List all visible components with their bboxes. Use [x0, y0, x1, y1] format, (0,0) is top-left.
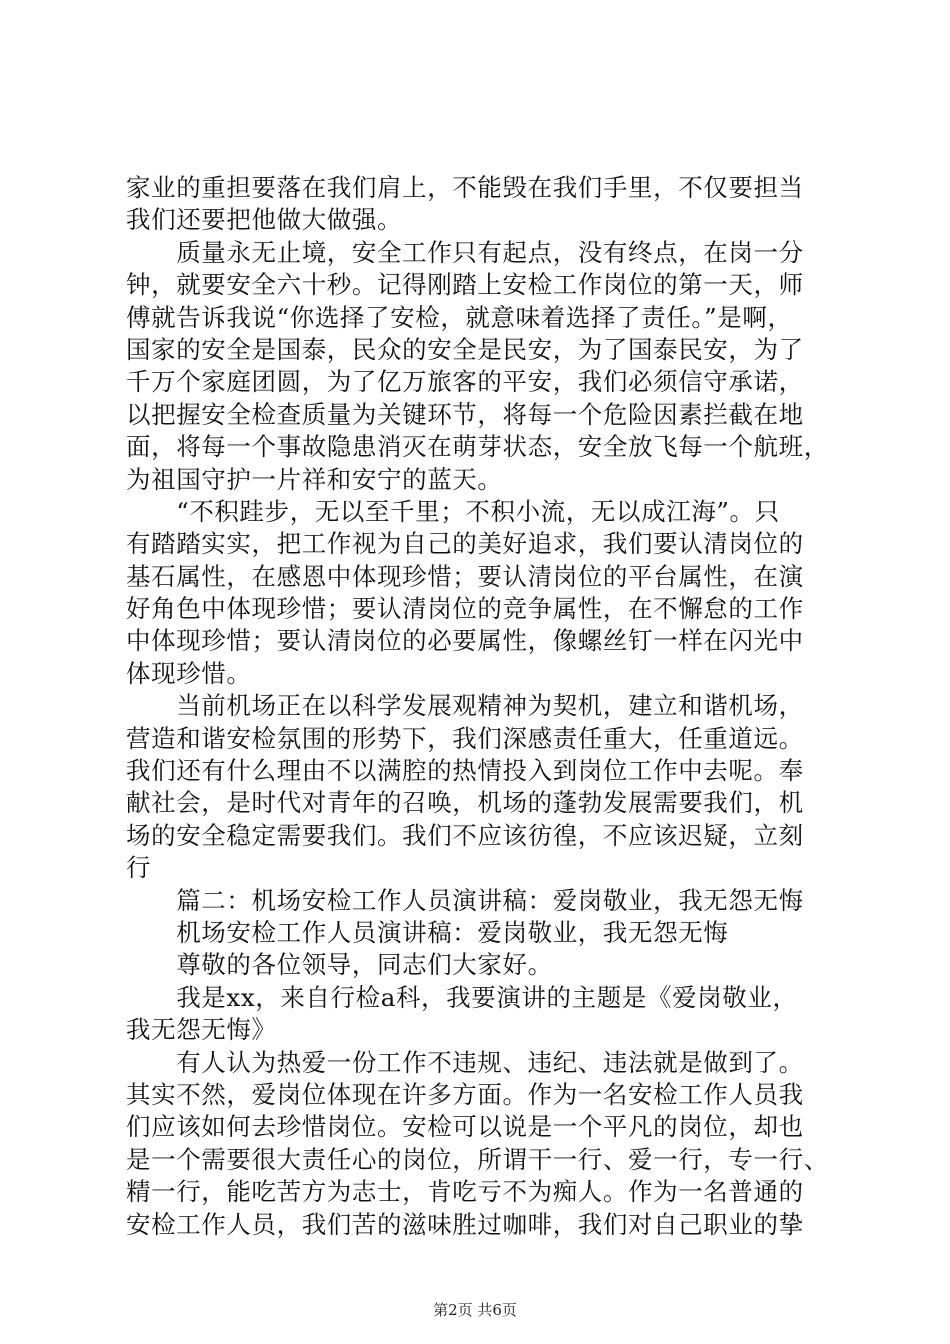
- text-line: 国家的安全是国泰，民众的安全是民安，为了国泰民安，为了: [126, 334, 804, 364]
- text-line: 质量永无止境，安全工作只有起点，没有终点，在岗一分: [126, 237, 804, 267]
- text-line: 傅就告诉我说“你选择了安检，就意味着选择了责任。”是啊，: [126, 302, 793, 332]
- text-line: 场的安全稳定需要我们。我们不应该彷徨，不应该迟疑，立刻: [126, 820, 804, 850]
- page-number: 第2页 共6页: [433, 1301, 517, 1319]
- text-line: 尊敬的各位领导，同志们大家好。: [126, 950, 553, 980]
- text-line: 面，将每一个事故隐患消灭在萌芽状态，安全放飞每一个航班，: [126, 432, 829, 462]
- text-line: 是一个需要很大责任心的岗位，所谓干一行、爱一行，专一行、: [126, 1144, 829, 1174]
- text-line: 我是xx，来自行检a科，我要演讲的主题是《爱岗敬业，: [126, 982, 798, 1012]
- text-line: 当前机场正在以科学发展观精神为契机，建立和谐机场，: [126, 691, 804, 721]
- text-line: 献社会，是时代对青年的召唤，机场的蓬勃发展需要我们，机: [126, 788, 804, 818]
- text-line: 们应该如何去珍惜岗位。安检可以说是一个平凡的岗位，却也: [126, 1112, 804, 1142]
- text-line: 有人认为热爱一份工作不违规、违纪、违法就是做到了。: [126, 1047, 804, 1077]
- text-line: 机场安检工作人员演讲稿：爱岗敬业，我无怨无悔: [126, 917, 729, 947]
- page-footer: [0, 1300, 950, 1320]
- text-line: 家业的重担要落在我们肩上，不能毁在我们手里，不仅要担当: [126, 173, 804, 202]
- text-line: 为祖国守护一片祥和安宁的蓝天。: [126, 464, 503, 494]
- text-line: 好角色中体现珍惜；要认清岗位的竞争属性，在不懈怠的工作: [126, 594, 804, 624]
- text-line: “不积跬步，无以至千里；不积小流，无以成江海”。只: [126, 496, 780, 526]
- document-body: [126, 172, 834, 1241]
- text-line: 钟，就要安全六十秒。记得刚踏上安检工作岗位的第一天，师: [126, 270, 804, 300]
- text-line: 营造和谐安检氛围的形势下，我们深感责任重大，任重道远。: [126, 723, 804, 753]
- text-line: 我们还要把他做大做强。: [126, 205, 403, 235]
- text-line: 基石属性，在感恩中体现珍惜；要认清岗位的平台属性，在演: [126, 561, 804, 591]
- text-line: 体现珍惜。: [126, 658, 252, 688]
- text-line: 安检工作人员，我们苦的滋味胜过咖啡，我们对自己职业的挚: [126, 1209, 804, 1239]
- text-line: 其实不然，爱岗位体现在许多方面。作为一名安检工作人员我: [126, 1079, 804, 1109]
- text-line: 中体现珍惜；要认清岗位的必要属性，像螺丝钉一样在闪光中: [126, 626, 804, 656]
- text-line: 以把握安全检查质量为关键环节，将每一个危险因素拦截在地: [126, 399, 804, 429]
- text-line: 我们还有什么理由不以满腔的热情投入到岗位工作中去呢。奉: [126, 756, 804, 786]
- text-line: 我无怨无悔》: [126, 1015, 277, 1045]
- text-line: 篇二：机场安检工作人员演讲稿：爱岗敬业，我无怨无悔: [126, 885, 804, 915]
- text-line: 行: [126, 853, 152, 883]
- text-line: 有踏踏实实，把工作视为自己的美好追求，我们要认清岗位的: [126, 529, 804, 559]
- text-line: 精一行，能吃苦方为志士，肯吃亏不为痴人。作为一名普通的: [126, 1177, 804, 1207]
- text-line: 千万个家庭团圆，为了亿万旅客的平安，我们必须信守承诺，: [126, 367, 804, 397]
